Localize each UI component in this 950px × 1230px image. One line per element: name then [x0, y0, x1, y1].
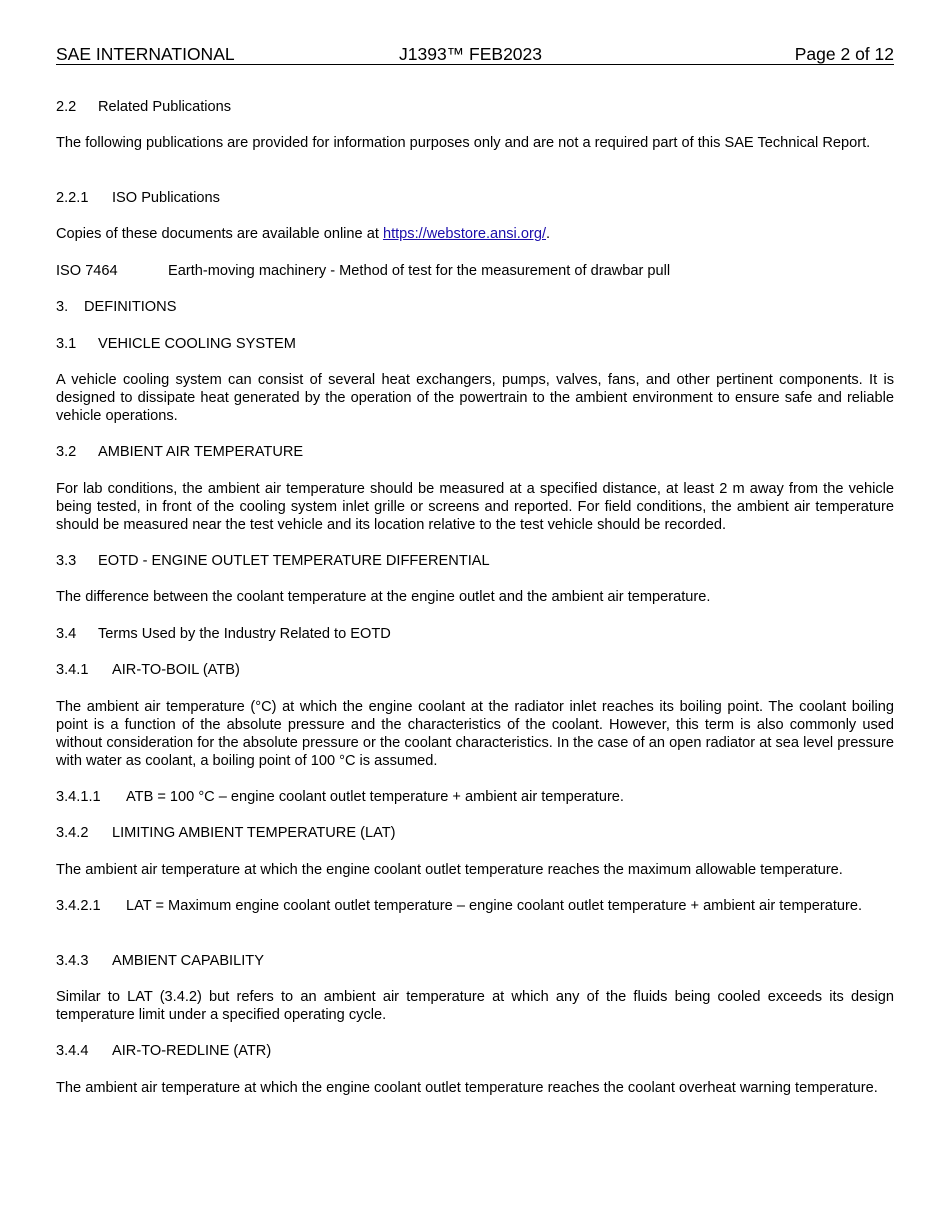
para-text: Copies of these documents are available online at — [56, 226, 383, 242]
heading-3 — [56, 298, 894, 316]
para-3-4-2: The ambient air temperature at which the engine coolant outlet temperature reaches the maximum allowable temperature. — [56, 862, 843, 878]
section-number: 2.2.1 — [56, 190, 89, 206]
section-number: 3.1 — [56, 336, 77, 352]
heading-3-4-4 — [56, 1042, 894, 1060]
section-number: 3.4.1.1 — [56, 789, 101, 805]
page-header — [56, 44, 894, 65]
section-title: EOTD - ENGINE OUTLET TEMPERATURE DIFFERENTIAL — [98, 553, 490, 569]
header-page-number: Page 2 of 12 — [794, 44, 894, 64]
para-text: . — [546, 226, 551, 242]
para-2-2: The following publications are provided for information purposes only and are not a required part of this SAE Technical Report. — [56, 135, 871, 151]
para-3-2: For lab conditions, the ambient air temperature should be measured at a specified distance, at least 2 m away from the vehicle being tested, in front of the cooling system inlet grille or screens and reported. For field conditions, the ambient air temperature should be measured near the test vehicle and its location relative to the test vehicle should be recorded. — [56, 481, 894, 533]
reference-iso-7464 — [56, 262, 894, 280]
section-number: 3.4 — [56, 626, 77, 642]
heading-3-4-3 — [56, 952, 894, 970]
section-number: 3.4.2 — [56, 825, 89, 841]
section-title: Terms Used by the Industry Related to EOTD — [98, 626, 391, 642]
item-text: ATB = 100 °C – engine coolant outlet temperature + ambient air temperature. — [126, 789, 624, 805]
heading-3-1 — [56, 335, 894, 353]
heading-3-4-2 — [56, 824, 894, 842]
heading-3-4 — [56, 625, 894, 643]
section-title: AMBIENT CAPABILITY — [112, 953, 264, 969]
section-title: ISO Publications — [112, 190, 220, 206]
heading-3-2 — [56, 443, 894, 461]
section-title: Related Publications — [98, 99, 232, 115]
header-org: SAE INTERNATIONAL — [56, 44, 235, 64]
item-3-4-2-1 — [56, 897, 894, 915]
section-number: 3.4.1 — [56, 662, 89, 678]
para-2-2-1 — [56, 225, 894, 243]
para-3-4-1: The ambient air temperature (°C) at which the engine coolant at the radiator inlet reaches its boiling point. The coolant boiling point is a function of the absolute pressure and the characteristics of the coolant. However, this term is also commonly used without consideration for the absolute pressure or the coolant characteristics. In the case of an open radiator at sea level pressure with water as coolant, a boiling point of 100 °C is assumed. — [56, 699, 894, 769]
section-title: VEHICLE COOLING SYSTEM — [98, 336, 296, 352]
section-number: 3.2 — [56, 444, 77, 460]
heading-3-3 — [56, 552, 894, 570]
section-title: AIR-TO-BOIL (ATB) — [112, 662, 240, 678]
section-number: 3.4.3 — [56, 953, 89, 969]
para-3-1: A vehicle cooling system can consist of several heat exchangers, pumps, valves, fans, and other pertinent components. It is designed to dissipate heat generated by the operation of the powertrain to the ambient environment to ensure safe and reliable vehicle operations. — [56, 372, 894, 424]
section-title: AIR-TO-REDLINE (ATR) — [112, 1043, 272, 1059]
section-number: 3.4.2.1 — [56, 898, 101, 914]
para-3-4-4: The ambient air temperature at which the engine coolant outlet temperature reaches the coolant overheat warning temperature. — [56, 1080, 878, 1096]
section-number: 3.4.4 — [56, 1043, 89, 1059]
header-doc-id: J1393™ FEB2023 — [399, 44, 543, 64]
section-title: DEFINITIONS — [84, 299, 177, 315]
heading-2-2 — [56, 98, 894, 116]
reference-id: ISO 7464 — [56, 263, 118, 279]
section-number: 2.2 — [56, 99, 77, 115]
item-text: LAT = Maximum engine coolant outlet temperature – engine coolant outlet temperature + ambient air temperature. — [126, 898, 863, 914]
section-title: AMBIENT AIR TEMPERATURE — [98, 444, 304, 460]
heading-3-4-1 — [56, 661, 894, 679]
section-number: 3.3 — [56, 553, 77, 569]
section-number: 3. — [56, 299, 69, 315]
heading-2-2-1 — [56, 189, 894, 207]
item-3-4-1-1 — [56, 788, 894, 806]
ansi-webstore-link[interactable]: https://webstore.ansi.org/ — [382, 226, 546, 242]
section-title: LIMITING AMBIENT TEMPERATURE (LAT) — [112, 825, 396, 841]
reference-title: Earth-moving machinery - Method of test for the measurement of drawbar pull — [168, 263, 671, 279]
para-3-4-3: Similar to LAT (3.4.2) but refers to an ambient air temperature at which any of the fluids being cooled exceeds its design temperature limit under a specified operating cycle. — [56, 989, 894, 1023]
para-3-3: The difference between the coolant temperature at the engine outlet and the ambient air temperature. — [56, 589, 711, 605]
